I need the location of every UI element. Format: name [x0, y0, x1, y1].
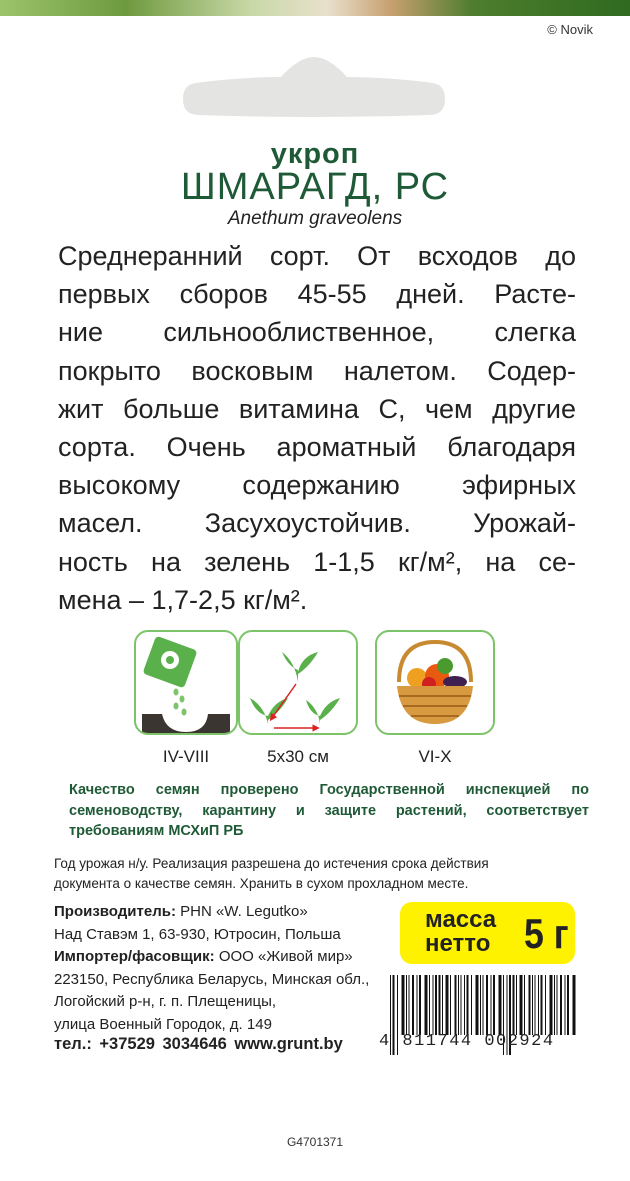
importer-address: улица Военный Городок, д. 149	[54, 1015, 272, 1033]
spacing-label: 5x30 см	[267, 747, 329, 766]
sowing-period: IV-VIII	[162, 747, 210, 766]
description-line: ность на зелень 1-1,5 кг/м², на се-	[58, 546, 576, 577]
producer-label: Производитель:	[54, 903, 176, 920]
net-label: нетто	[425, 930, 491, 957]
copyright: © Novik	[547, 22, 593, 37]
product-variety: ШМАРАГД, РС	[180, 166, 450, 208]
producer: PHN «W. Legutko»	[180, 903, 308, 920]
harvest-basket-icon	[375, 630, 495, 735]
spacing-icon	[238, 630, 358, 735]
storage-note	[54, 854, 489, 894]
mass-value: 5 г	[523, 910, 569, 957]
producer-address: Над Ставэм 1, 63-930, Ютросин, Польша	[54, 925, 341, 943]
manufacturer-info	[54, 901, 369, 1036]
harvest-period: VI-X	[418, 747, 452, 766]
description-line: первых сборов 45-55 дней. Расте-	[58, 279, 576, 310]
quality-statement: Качество семян проверено Государственной инспекцией по семеноводству, карантину и защите растений, соответствует требованиям МСХиП РБ	[69, 782, 589, 839]
contact-info: тел.: +37529 3034646 www.grunt.by	[54, 1035, 343, 1053]
description-line: сорта. Очень ароматный благодаря	[58, 432, 576, 463]
barcode-number: 4 811744 002924	[379, 1032, 555, 1051]
sowing-icon	[134, 630, 238, 735]
importer: ООО «Живой мир»	[218, 948, 353, 965]
product-type: укроп	[270, 138, 360, 170]
note-line: документа о качестве семян. Хранить в сухом прохладном месте.	[54, 876, 469, 891]
importer-address: 223150, Республика Беларусь, Минская обл.,	[54, 970, 370, 988]
description-line: высокому содержанию эфирных	[58, 470, 576, 501]
net-weight-badge	[400, 902, 575, 964]
description	[58, 237, 576, 619]
description-line: жит больше витамина С, чем другие	[58, 393, 576, 424]
mass-label: масса	[425, 906, 497, 933]
description-line: покрыто восковым налетом. Содер-	[58, 355, 576, 386]
importer-label: Импортер/фасовщик:	[54, 948, 215, 965]
description-line: масел. Засухоустойчив. Урожай-	[58, 508, 576, 539]
hang-hole	[181, 55, 447, 117]
note-line: Год урожая н/у. Реализация разрешена до истечения срока действия	[54, 856, 489, 871]
lot-number: G4701371	[286, 1135, 344, 1149]
description-line: ние сильнооблиственное, слегка	[58, 317, 576, 348]
importer-address: Логойский р-н, г. п. Плещеницы,	[54, 993, 277, 1010]
latin-name: Anethum graveolens	[227, 208, 403, 229]
description-line: мена – 1,7-2,5 кг/м².	[58, 584, 308, 615]
description-line: Среднеранний сорт. От всходов до	[58, 241, 576, 271]
header-photo	[0, 0, 630, 16]
